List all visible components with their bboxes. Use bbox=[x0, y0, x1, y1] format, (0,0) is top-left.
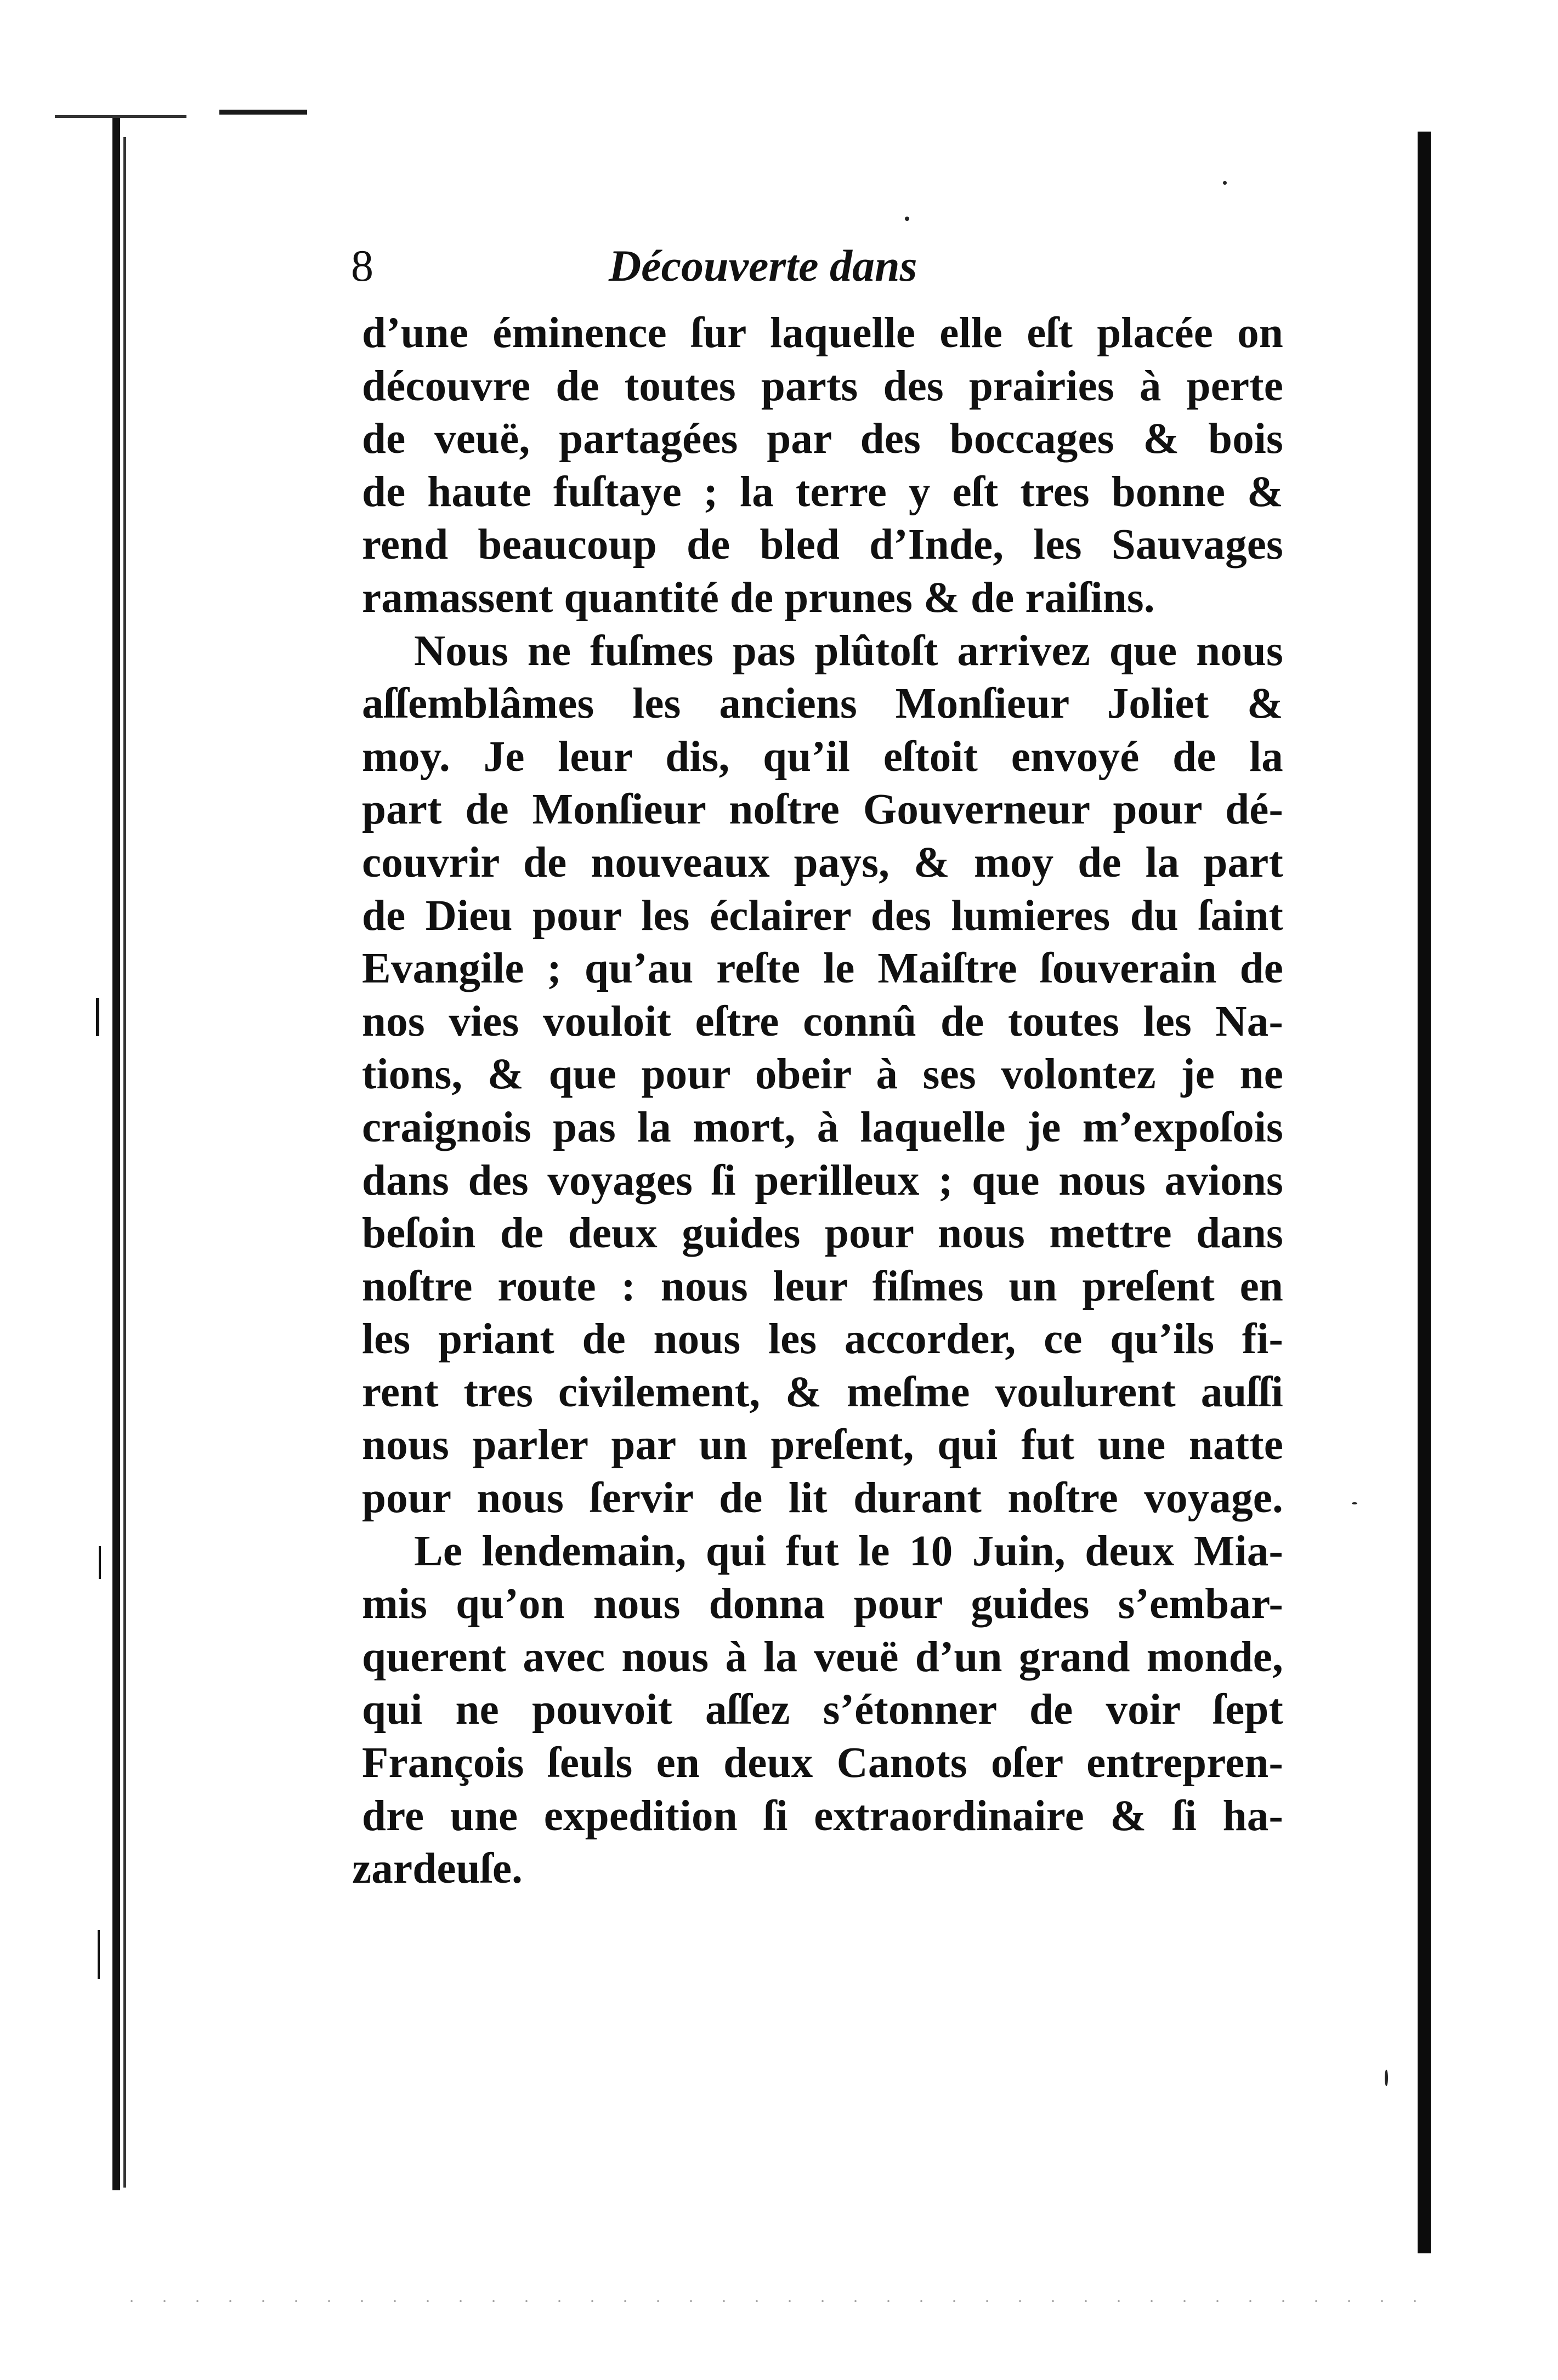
binding-rule bbox=[98, 1930, 100, 1979]
text-line: zardeuſe. bbox=[352, 1845, 523, 1893]
page-number: 8 bbox=[351, 241, 373, 291]
text-line: François ſeuls en deux Canots oſer entrepren- bbox=[362, 1739, 1283, 1787]
text-line: de haute fuſtaye ; la terre y eſt tres bonne & bbox=[362, 468, 1283, 516]
text-line: Evangile ; qu’au reſte le Maiſtre ſouverain de bbox=[362, 945, 1283, 993]
text-line: couvrir de nouveaux pays, & moy de la part bbox=[362, 838, 1283, 887]
binding-rule bbox=[123, 137, 126, 2188]
binding-rule bbox=[99, 1546, 101, 1579]
text-line: dre une expedition ſi extraordinaire & ſi ha- bbox=[362, 1792, 1283, 1840]
body-text bbox=[352, 307, 1283, 1896]
binding-rule bbox=[55, 115, 186, 118]
text-line: pour nous ſervir de lit durant noſtre voyage. bbox=[362, 1474, 1283, 1523]
text-line: Nous ne fuſmes pas plûtoſt arrivez que nous bbox=[414, 627, 1283, 675]
text-line: de Dieu pour les éclairer des lumieres du ſaint bbox=[362, 891, 1283, 940]
top-rule bbox=[219, 110, 307, 115]
text-line: moy. Je leur dis, qu’il eſtoit envoyé de la bbox=[362, 732, 1283, 781]
text-line: querent avec nous à la veuë d’un grand monde, bbox=[362, 1633, 1283, 1681]
binding-rule bbox=[112, 118, 120, 2190]
text-line: part de Monſieur noſtre Gouverneur pour dé- bbox=[362, 786, 1283, 834]
text-line: rent tres civilement, & meſme voulurent auſſi bbox=[362, 1368, 1283, 1416]
text-line: Le lendemain, qui fut le 10 Juin, deux Mia- bbox=[414, 1527, 1283, 1575]
speck bbox=[1385, 2070, 1388, 2086]
text-line: nos vies vouloit eſtre connû de toutes les Na- bbox=[362, 997, 1283, 1046]
text-line: craignois pas la mort, à laquelle je m’expoſois bbox=[362, 1103, 1283, 1151]
text-line: noſtre route : nous leur fiſmes un preſent en bbox=[362, 1262, 1283, 1310]
text-line: ramassent quantité de prunes & de raiſins. bbox=[362, 573, 1155, 622]
text-line: aſſemblâmes les anciens Monſieur Joliet & bbox=[362, 680, 1283, 728]
running-head bbox=[351, 236, 1283, 302]
running-title: Découverte dans bbox=[609, 241, 917, 291]
text-line: rend beaucoup de bled d’Inde, les Sauvages bbox=[362, 521, 1283, 569]
text-line: qui ne pouvoit aſſez s’étonner de voir ſept bbox=[362, 1686, 1283, 1734]
speck bbox=[1223, 181, 1227, 185]
text-line: de veuë, partagées par des boccages & bois bbox=[362, 415, 1283, 463]
text-line: dans des voyages ſi perilleux ; que nous avions bbox=[362, 1156, 1283, 1205]
binding-rule bbox=[96, 998, 99, 1036]
text-line: nous parler par un preſent, qui fut une natte bbox=[362, 1421, 1283, 1469]
text-line: d’une éminence ſur laquelle elle eſt placée on bbox=[362, 309, 1283, 357]
bottom-noise bbox=[115, 2300, 1431, 2302]
page-edge bbox=[1418, 132, 1431, 2253]
text-line: tions, & que pour obeir à ses volontez je ne bbox=[362, 1050, 1283, 1099]
speck bbox=[905, 217, 909, 221]
text-line: beſoin de deux guides pour nous mettre dans bbox=[362, 1209, 1283, 1258]
text-line: mis qu’on nous donna pour guides s’embar- bbox=[362, 1580, 1283, 1628]
speck bbox=[1352, 1502, 1357, 1504]
text-line: découvre de toutes parts des prairies à perte bbox=[362, 362, 1283, 410]
text-line: les priant de nous les accorder, ce qu’ils fi- bbox=[362, 1315, 1283, 1364]
